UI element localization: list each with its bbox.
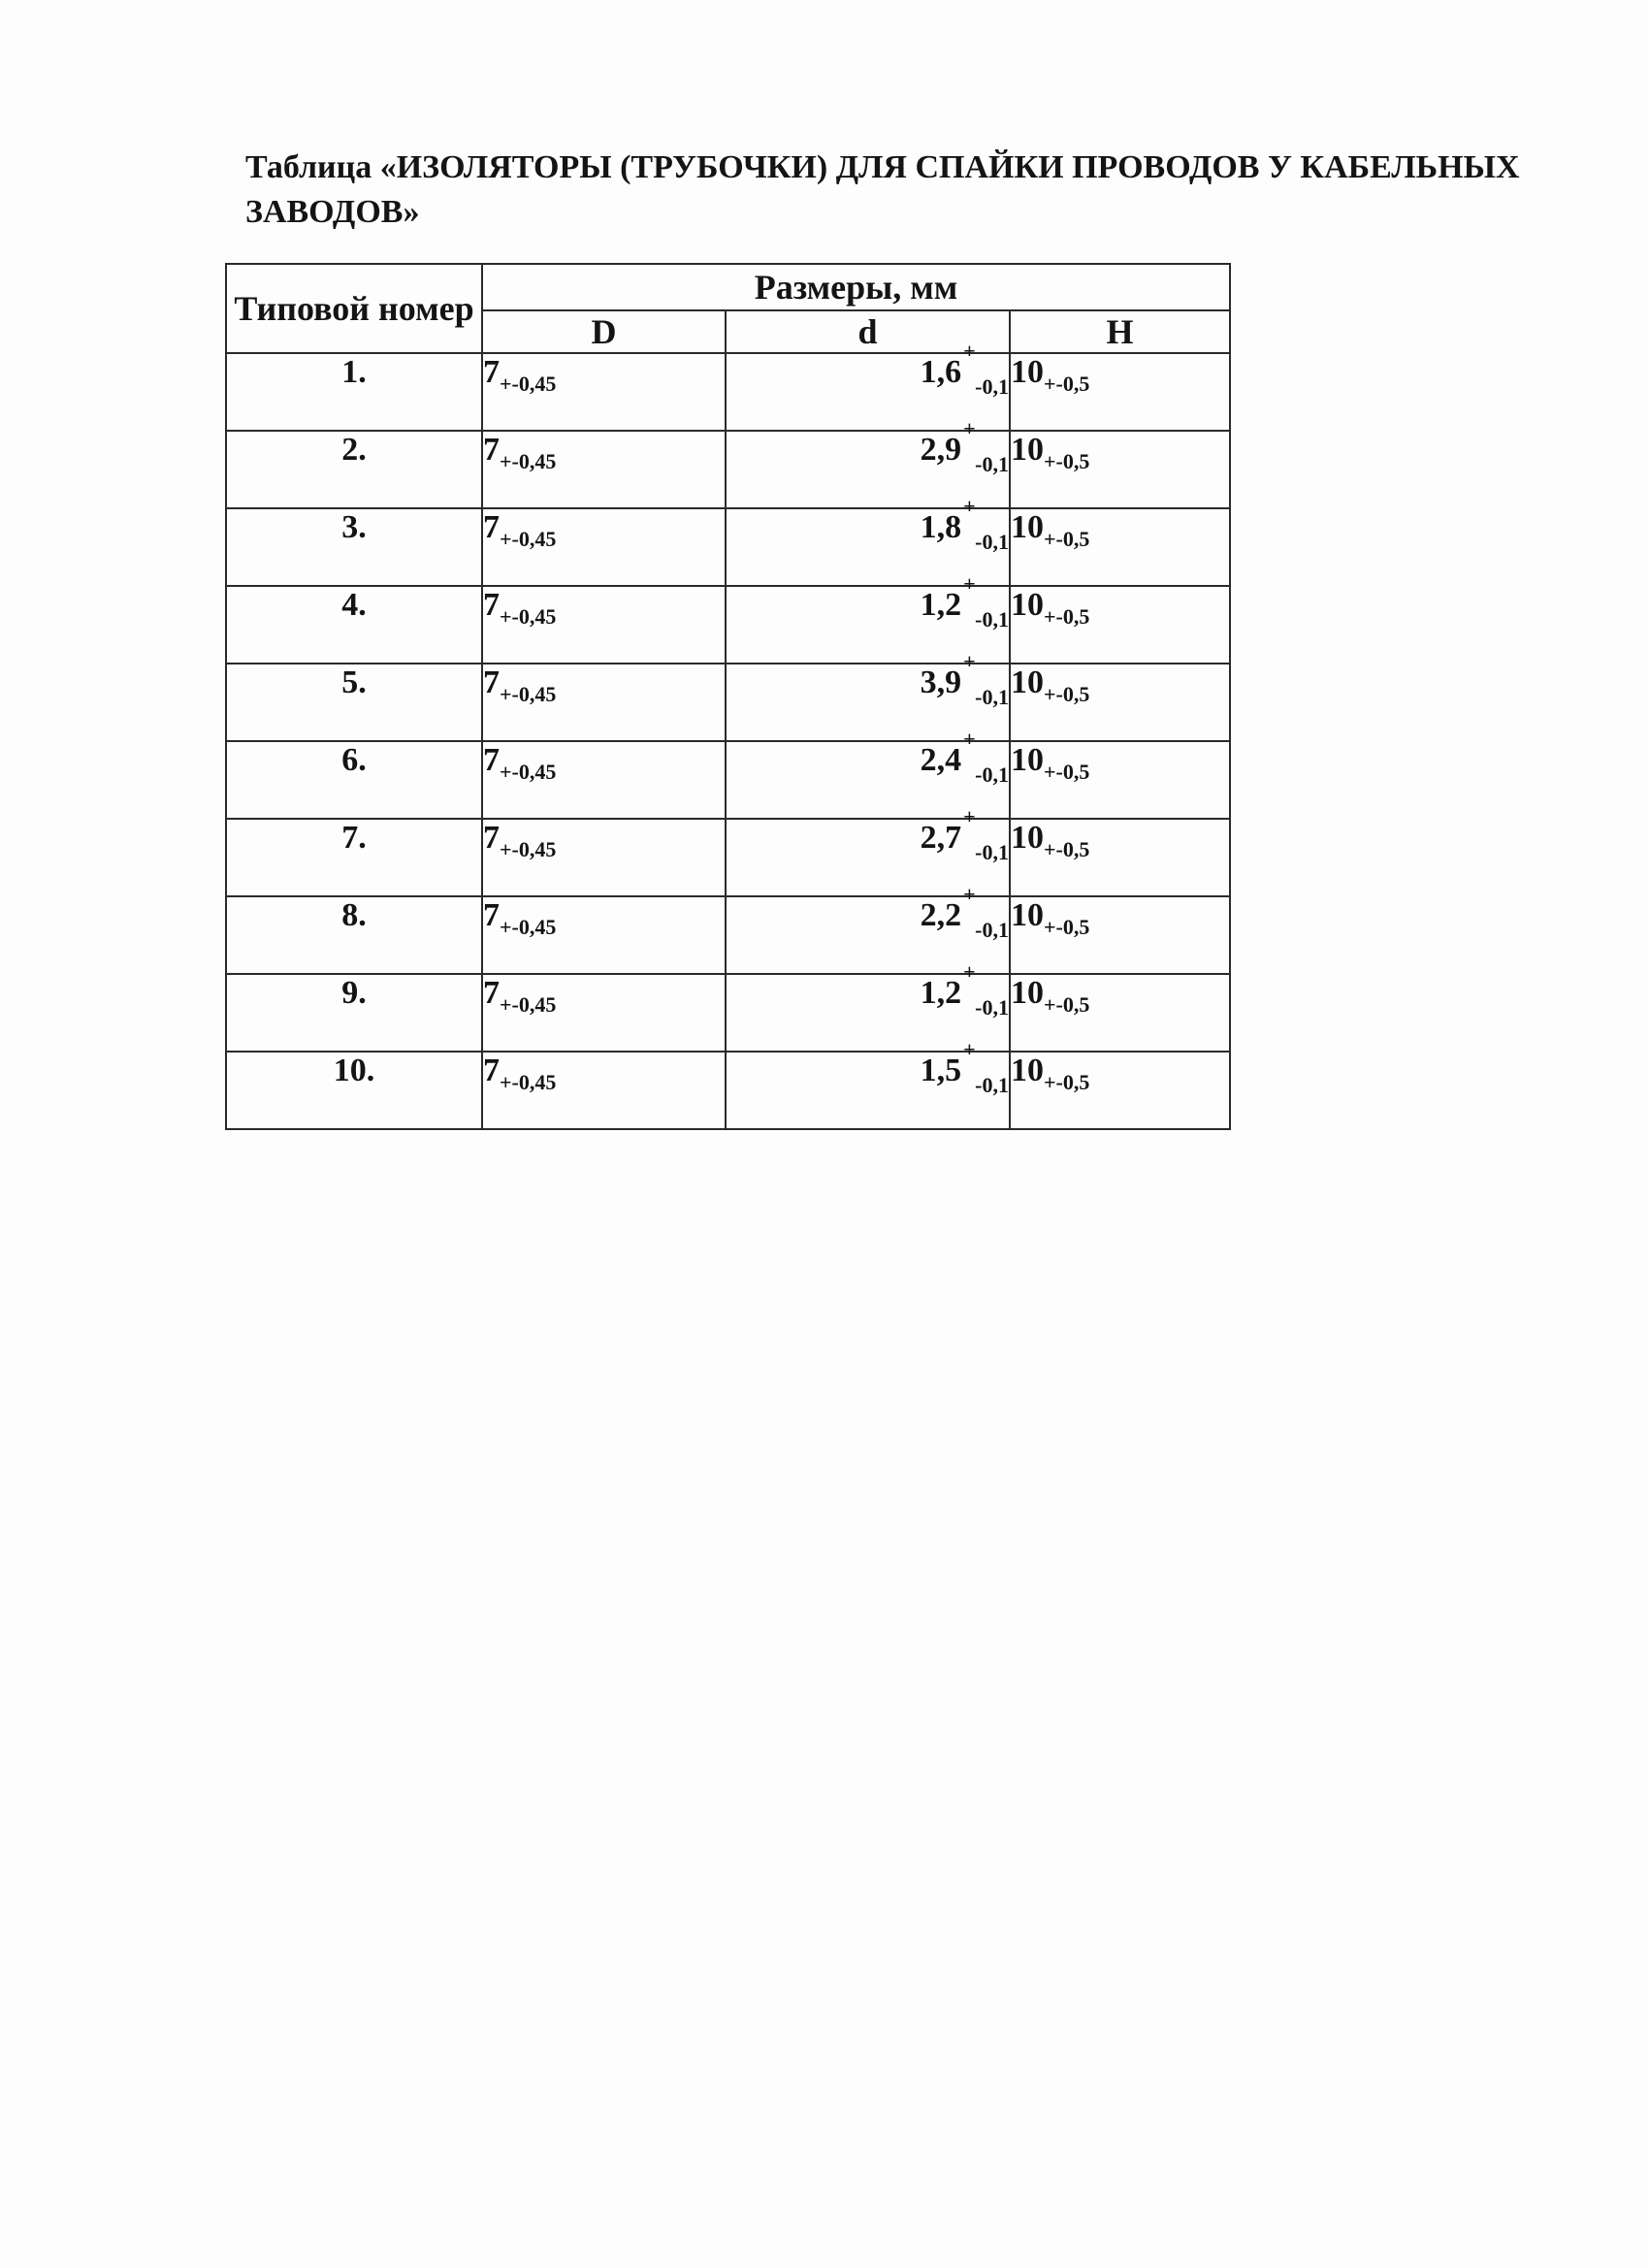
- D-tolerance: +-0,45: [500, 372, 557, 396]
- table-row: [226, 664, 1230, 741]
- type-number-cell: [226, 508, 482, 586]
- d-tolerance: [961, 571, 1009, 632]
- d-tolerance-minus: -0,1: [975, 530, 1009, 554]
- H-cell: [1010, 508, 1230, 586]
- D-value: 7: [483, 897, 500, 933]
- H-value: 10: [1011, 1053, 1044, 1088]
- D-cell: [482, 508, 726, 586]
- header-sizes: Размеры, мм: [482, 264, 1230, 310]
- d-tolerance-plus: +: [963, 649, 976, 673]
- d-tolerance-plus: +: [963, 339, 976, 363]
- d-tolerance-plus: +: [963, 571, 976, 596]
- D-tolerance: +-0,45: [500, 527, 557, 551]
- header-col-D: D: [482, 310, 726, 353]
- table-row: [226, 896, 1230, 974]
- H-tolerance: +-0,5: [1044, 372, 1090, 396]
- d-tolerance-plus: +: [963, 1037, 976, 1061]
- H-value: 10: [1011, 820, 1044, 856]
- d-value: 1,2: [920, 587, 962, 623]
- d-tolerance-minus: -0,1: [975, 374, 1009, 399]
- type-number: 3.: [341, 509, 367, 545]
- H-value: 10: [1011, 664, 1044, 700]
- type-number-cell: [226, 974, 482, 1052]
- d-value: 1,5: [920, 1053, 962, 1088]
- type-number: 4.: [341, 587, 367, 623]
- d-tolerance: [961, 339, 1009, 399]
- table-row: [226, 974, 1230, 1052]
- D-tolerance: +-0,45: [500, 449, 557, 473]
- d-tolerance-plus: +: [963, 494, 976, 518]
- type-number: 9.: [341, 975, 367, 1011]
- table-body: [226, 339, 1230, 1129]
- table-row: [226, 586, 1230, 664]
- type-number: 8.: [341, 897, 367, 933]
- d-tolerance: [961, 727, 1009, 787]
- D-tolerance: +-0,45: [500, 682, 557, 706]
- d-tolerance: [961, 1037, 1009, 1097]
- header-col-H: H: [1010, 310, 1230, 353]
- H-value: 10: [1011, 975, 1044, 1011]
- table-row: [226, 819, 1230, 896]
- D-value: 7: [483, 1053, 500, 1088]
- D-cell: [482, 896, 726, 974]
- D-cell: [482, 431, 726, 508]
- D-value: 7: [483, 742, 500, 778]
- d-value: 1,8: [920, 509, 962, 545]
- type-number: 6.: [341, 742, 367, 778]
- d-tolerance-plus: +: [963, 959, 976, 984]
- H-value: 10: [1011, 432, 1044, 468]
- H-tolerance: +-0,5: [1044, 837, 1090, 861]
- d-value: 1,2: [920, 975, 962, 1011]
- d-cell: [726, 1037, 1010, 1129]
- D-value: 7: [483, 509, 500, 545]
- d-value: 2,4: [920, 742, 962, 778]
- d-value: 2,7: [920, 820, 962, 856]
- d-tolerance-plus: +: [963, 727, 976, 751]
- H-value: 10: [1011, 742, 1044, 778]
- H-tolerance: +-0,5: [1044, 604, 1090, 629]
- table-row: [226, 353, 1230, 431]
- type-number-cell: [226, 819, 482, 896]
- d-tolerance-minus: -0,1: [975, 452, 1009, 476]
- H-tolerance: +-0,5: [1044, 449, 1090, 473]
- D-tolerance: +-0,45: [500, 760, 557, 784]
- H-cell: [1010, 1052, 1230, 1129]
- type-number: 5.: [341, 664, 367, 700]
- type-number-cell: [226, 741, 482, 819]
- d-tolerance-plus: +: [963, 882, 976, 906]
- d-value: 2,2: [920, 897, 962, 933]
- D-cell: [482, 974, 726, 1052]
- D-tolerance: +-0,45: [500, 915, 557, 939]
- d-tolerance: [961, 649, 1009, 709]
- D-tolerance: +-0,45: [500, 992, 557, 1017]
- H-tolerance: +-0,5: [1044, 992, 1090, 1017]
- D-tolerance: +-0,45: [500, 1070, 557, 1094]
- d-tolerance: [961, 959, 1009, 1020]
- H-cell: [1010, 819, 1230, 896]
- d-tolerance: [961, 804, 1009, 864]
- D-value: 7: [483, 354, 500, 390]
- type-number-cell: [226, 896, 482, 974]
- type-number: 7.: [341, 820, 367, 856]
- H-tolerance: +-0,5: [1044, 527, 1090, 551]
- H-tolerance: +-0,5: [1044, 682, 1090, 706]
- D-tolerance: +-0,45: [500, 837, 557, 861]
- header-type-number: Типовой номер: [226, 264, 482, 353]
- table-header: [226, 264, 1230, 353]
- D-cell: [482, 819, 726, 896]
- d-tolerance-plus: +: [963, 416, 976, 440]
- H-cell: [1010, 586, 1230, 664]
- D-cell: [482, 353, 726, 431]
- table-row: [226, 508, 1230, 586]
- d-value: 3,9: [920, 664, 962, 700]
- D-value: 7: [483, 820, 500, 856]
- D-value: 7: [483, 587, 500, 623]
- d-tolerance-plus: +: [963, 804, 976, 828]
- H-cell: [1010, 431, 1230, 508]
- H-tolerance: +-0,5: [1044, 915, 1090, 939]
- H-value: 10: [1011, 509, 1044, 545]
- header-col-d: d: [726, 310, 1010, 353]
- type-number-cell: [226, 586, 482, 664]
- table-row: [226, 1052, 1230, 1129]
- d-tolerance-minus: -0,1: [975, 840, 1009, 864]
- H-value: 10: [1011, 587, 1044, 623]
- d-tolerance-minus: -0,1: [975, 685, 1009, 709]
- type-number: 2.: [341, 432, 367, 468]
- D-value: 7: [483, 664, 500, 700]
- d-tolerance-minus: -0,1: [975, 762, 1009, 787]
- H-cell: [1010, 974, 1230, 1052]
- D-cell: [482, 664, 726, 741]
- type-number-cell: [226, 664, 482, 741]
- D-cell: [482, 586, 726, 664]
- d-tolerance: [961, 494, 1009, 554]
- type-number: 10.: [333, 1053, 375, 1088]
- H-cell: [1010, 353, 1230, 431]
- H-value: 10: [1011, 897, 1044, 933]
- d-tolerance: [961, 416, 1009, 476]
- page-title: Таблица «ИЗОЛЯТОРЫ (ТРУБОЧКИ) ДЛЯ СПАЙКИ ПРОВОДОВ У КАБЕЛЬНЫХ ЗАВОДОВ»: [245, 149, 1520, 230]
- H-tolerance: +-0,5: [1044, 1070, 1090, 1094]
- table-row: [226, 741, 1230, 819]
- D-cell: [482, 741, 726, 819]
- table-row: [226, 431, 1230, 508]
- H-tolerance: +-0,5: [1044, 760, 1090, 784]
- H-cell: [1010, 741, 1230, 819]
- d-tolerance-minus: -0,1: [975, 1073, 1009, 1097]
- H-cell: [1010, 664, 1230, 741]
- H-cell: [1010, 896, 1230, 974]
- D-tolerance: +-0,45: [500, 604, 557, 629]
- type-number-cell: [226, 353, 482, 431]
- type-number: 1.: [341, 354, 367, 390]
- D-value: 7: [483, 432, 500, 468]
- d-tolerance-minus: -0,1: [975, 995, 1009, 1020]
- d-tolerance-minus: -0,1: [975, 918, 1009, 942]
- d-tolerance-minus: -0,1: [975, 607, 1009, 632]
- d-value: 1,6: [920, 354, 962, 390]
- insulator-sizes-table: [225, 263, 1231, 1130]
- d-value: 2,9: [920, 432, 962, 468]
- H-value: 10: [1011, 354, 1044, 390]
- type-number-cell: [226, 1052, 482, 1129]
- D-value: 7: [483, 975, 500, 1011]
- d-tolerance: [961, 882, 1009, 942]
- type-number-cell: [226, 431, 482, 508]
- D-cell: [482, 1052, 726, 1129]
